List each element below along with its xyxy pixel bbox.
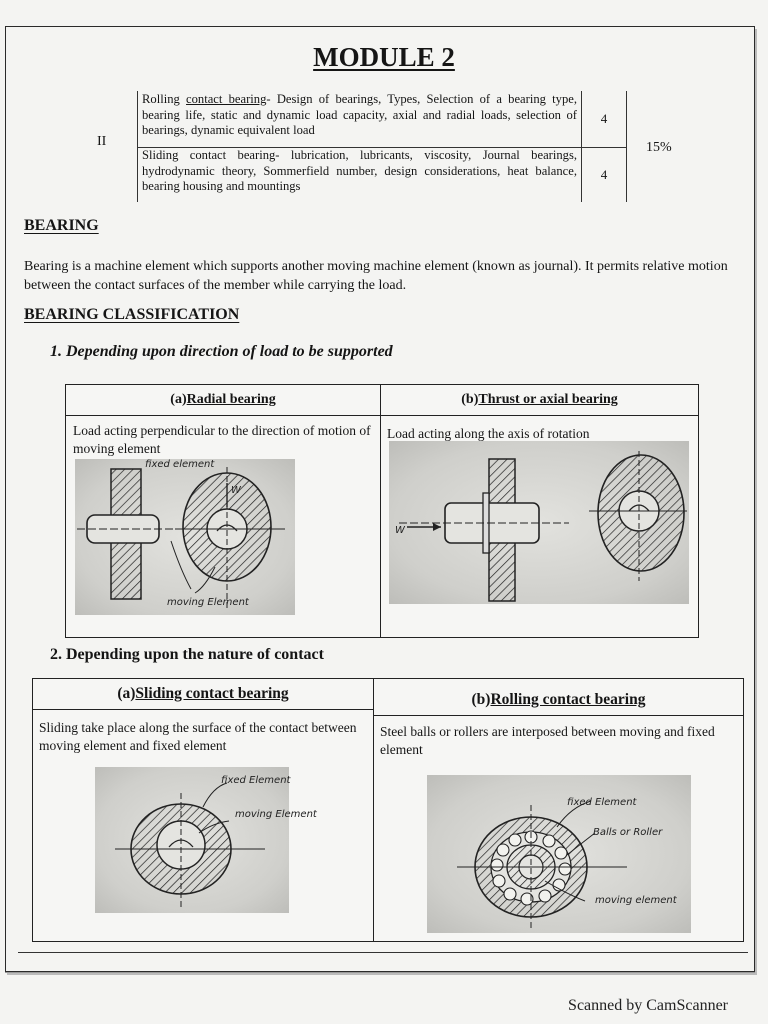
thrust-bearing-header: (b) Thrust or axial bearing (381, 385, 698, 416)
thrust-bearing-drawing (389, 441, 689, 604)
bearing-definition: Bearing is a machine element which supports another moving machine element (known as journal). It permits relative motion between the contact surfaces of the member while carrying the load. (24, 259, 728, 293)
rolling-bearing-header: (b) Rolling contact bearing (374, 685, 743, 716)
sliding-bearing-sketch (95, 767, 317, 913)
sliding-bearing-drawing (95, 767, 317, 913)
syllabus-row-text: Sliding contact bearing- lubrication, lubricants, viscosity, Journal bearings, hydrodynamic theory, Sommerfield number, design considerations, heat balance, bearing housing and mountings (142, 148, 577, 193)
thrust-load-w-label: W (395, 525, 405, 536)
contact-nature-table (32, 678, 744, 942)
thrust-bearing-description: Load acting along the axis of rotation (387, 426, 590, 441)
rolling-bearing-description: Steel balls or rollers are interposed between moving and fixed element (380, 724, 715, 757)
syllabus-row-hours: 4 (581, 147, 626, 202)
classification-heading: BEARING CLASSIFICATION (24, 306, 240, 323)
radial-bearing-drawing (75, 459, 295, 615)
sliding-fixed-annotation: fixed Element (221, 775, 291, 786)
sliding-bearing-description: Sliding take place along the surface of the contact between moving element and fixed element (39, 720, 357, 753)
rolling-fixed-annotation: fixed Element (567, 797, 637, 808)
scanner-watermark: Scanned by CamScanner (568, 997, 728, 1014)
syllabus-unit: II (97, 134, 107, 149)
column-divider (380, 385, 381, 637)
column-divider (373, 679, 374, 941)
syllabus-percentage: 15% (646, 140, 672, 155)
rolling-bearing-drawing (427, 775, 691, 933)
syllabus-row (138, 147, 626, 202)
radial-bearing-header: (a) Radial bearing (66, 385, 380, 416)
fixed-element-annotation: fixed element (145, 459, 215, 470)
sliding-moving-annotation: moving Element (235, 809, 317, 820)
rolling-bearing-sketch (427, 775, 691, 933)
load-w-label: W (231, 485, 241, 496)
rolling-moving-annotation: moving element (595, 895, 677, 906)
syllabus-row-hours: 4 (581, 91, 626, 147)
syllabus-row-text: Rolling contact bearing- Design of bearings, Types, Selection of a bearing type, bearing life, static and dynamic load capacity, axial and radial loads, selection of bearings, dynamic equivalent load (142, 92, 577, 137)
section2-title: 2. Depending upon the nature of contact (50, 646, 324, 663)
page-border-inner (18, 952, 748, 953)
load-direction-table (65, 384, 699, 638)
section1-title: 1. Depending upon direction of load to be supported (50, 343, 393, 360)
rolling-balls-annotation: Balls or Roller (593, 827, 663, 838)
radial-bearing-sketch (75, 459, 295, 615)
radial-bearing-description: Load acting perpendicular to the direction of motion of moving element (73, 423, 371, 456)
sliding-bearing-header: (a) Sliding contact bearing (33, 679, 373, 710)
bearing-heading: BEARING (24, 217, 99, 234)
thrust-bearing-sketch (389, 441, 689, 604)
moving-element-annotation: moving Element (167, 597, 249, 608)
syllabus-table (137, 91, 627, 202)
module-title: MODULE 2 (313, 42, 455, 72)
syllabus-row (138, 91, 626, 148)
